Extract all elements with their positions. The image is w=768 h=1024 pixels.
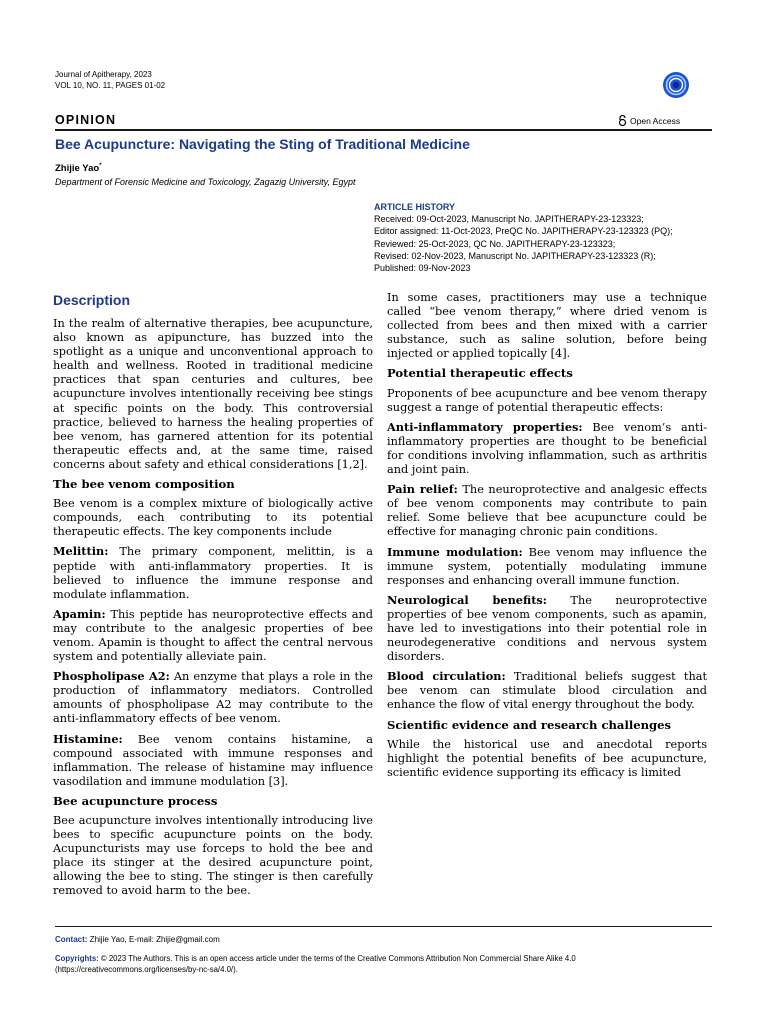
effects-heading: Potential therapeutic effects: [387, 366, 573, 381]
author-name: Zhijie Yao: [55, 163, 100, 175]
article-title: Bee Acupuncture: Navigating the Sting of Traditional Medicine: [55, 136, 470, 152]
footer-divider: [55, 926, 712, 927]
immune-text: Bee venom may influence the immune system, potentially modulating immune responses and enhancing overall immune function.: [387, 545, 707, 587]
anti-inflammatory-label: Anti-inflammatory properties:: [387, 419, 583, 434]
pain-relief-label: Pain relief:: [387, 482, 458, 497]
anti-inflammatory-paragraph: [387, 420, 707, 477]
right-column: [387, 291, 707, 785]
history-line: Reviewed: 25-Oct-2023, QC No. JAPITHERAPY-23-123323;: [374, 238, 616, 249]
neurological-text: The neuroprotective properties of bee venom components, such as apamin, have led to investigations into their potential role in neurodegenerative conditions and nervous system disorders.: [387, 593, 707, 664]
history-line: Published: 09-Nov-2023: [374, 263, 471, 274]
phospholipase-label: Phospholipase A2:: [53, 669, 170, 684]
contact-text: Zhijie Yao, E-mail: Zhijie@gmail.com: [87, 935, 220, 944]
venom-therapy-paragraph: In some cases, practitioners may use a technique called “bee venom therapy,” where dried venom is collected from bees and then mixed with a carrier substance, such as saline solution, before being injected or applied topically [4].: [387, 291, 707, 361]
left-column: [53, 291, 373, 904]
journal-volume: VOL 10, NO. 11, PAGES 01-02: [55, 81, 166, 90]
process-paragraph: Bee acupuncture involves intentionally introducing live bees to specific acupuncture points on the body. Acupuncturists may use forceps to hold the bee and place its stinger at the desired acupuncture point, allowing the bee to sting. The stinger is then carefully removed to avoid harm to the bee.: [53, 814, 373, 898]
open-access-text: Open Access: [630, 116, 681, 126]
apamin-paragraph: [53, 607, 373, 664]
immune-paragraph: [387, 545, 707, 588]
histamine-label: Histamine:: [53, 731, 123, 746]
anti-inflammatory-text: Bee venom’s anti-inflammatory properties are thought to be beneficial for conditions involving inflammation, such as arthritis and joint pain.: [387, 420, 708, 477]
evidence-paragraph: While the historical use and anecdotal reports highlight the potential benefits of bee acupuncture, scientific evidence supporting its efficacy is limited: [387, 737, 707, 779]
neurological-label: Neurological benefits:: [387, 592, 547, 607]
copyright-label: Copyrights:: [55, 954, 99, 963]
copyright-line: [55, 953, 705, 975]
blood-label: Blood circulation:: [387, 669, 506, 684]
neurological-paragraph: [387, 593, 707, 664]
contact-line: [55, 935, 220, 944]
history-line: Editor assigned: 11-Oct-2023, PreQC No. JAPITHERAPY-23-123323 (PQ);: [374, 226, 673, 237]
article-history: [374, 201, 714, 274]
apamin-text: This peptide has neuroprotective effects and may contribute to the analgesic properties of bee venom. Apamin is thought to affect the central nervous system and potentially alleviate pain.: [53, 607, 373, 664]
process-heading: Bee acupuncture process: [53, 793, 218, 808]
journal-info: [55, 69, 165, 91]
history-heading: ARTICLE HISTORY: [374, 202, 456, 212]
history-line: Revised: 02-Nov-2023, Manuscript No. JAPITHERAPY-23-123323 (R);: [374, 250, 656, 261]
header-divider: [55, 129, 712, 131]
author-marker: *: [99, 163, 102, 169]
description-heading: Description: [53, 292, 131, 308]
contact-label: Contact:: [55, 935, 88, 944]
composition-heading: The bee venom composition: [53, 477, 235, 492]
history-line: Received: 09-Oct-2023, Manuscript No. JAPITHERAPY-23-123323;: [374, 214, 644, 225]
blood-text: Traditional beliefs suggest that bee venom can stimulate blood circulation and enhance the flow of vital energy throughout the body.: [387, 670, 708, 712]
journal-logo-icon: [662, 71, 690, 99]
author-line: [55, 163, 102, 174]
journal-name: Journal of Apitherapy, 2023: [55, 70, 152, 79]
open-lock-icon: [618, 115, 627, 126]
apamin-label: Apamin:: [53, 606, 106, 621]
blood-paragraph: [387, 669, 707, 712]
immune-label: Immune modulation:: [387, 544, 523, 559]
composition-paragraph: Bee venom is a complex mixture of biologically active compounds, each contributing to its potential therapeutic effects. The key components include: [53, 497, 373, 539]
melittin-paragraph: [53, 544, 373, 601]
evidence-heading: Scientific evidence and research challenges: [387, 717, 672, 732]
copyright-text: © 2023 The Authors. This is an open access article under the terms of the Creative Commons Attribution Non Commercial Share Alike 4.0 (https://creativecommons.org/licenses/by-nc-sa/4.0/).: [55, 954, 576, 974]
open-access-badge: [618, 115, 680, 126]
melittin-text: The primary component, melittin, is a peptide with anti-inflammatory properties. It is believed to influence the immune response and modulate inflammation.: [53, 545, 373, 601]
phospholipase-text: An enzyme that plays a role in the production of inflammatory mediators. Controlled amounts of phospholipase A2 may contribute to the anti-inflammatory effects of bee venom.: [53, 670, 373, 726]
author-affiliation: Department of Forensic Medicine and Toxicology, Zagazig University, Egypt: [55, 177, 356, 187]
intro-paragraph: In the realm of alternative therapies, bee acupuncture, also known as apipuncture, has buzzed into the spotlight as a unique and unconventional approach to health and wellness. Rooted in traditional medicine practices that span centuries and cultures, bee acupuncture involves intentionally receiving bee stings at specific points on the body. This controversial practice, believed to harness the healing properties of bee venom, has garnered attention for its potential therapeutic effects and, at the same time, raised concerns about safety and ethical considerations [1,2].: [53, 317, 373, 471]
pain-relief-paragraph: [387, 482, 707, 539]
melittin-label: Melittin:: [53, 544, 109, 559]
histamine-paragraph: [53, 732, 373, 789]
section-label: OPINION: [55, 113, 117, 127]
effects-paragraph: Proponents of bee acupuncture and bee venom therapy suggest a range of potential therapeutic effects:: [387, 386, 707, 414]
histamine-text: Bee venom contains histamine, a compound associated with immune responses and inflammation. The release of histamine may influence vasodilation and immune modulation [3].: [53, 732, 373, 788]
pain-relief-text: The neuroprotective and analgesic effects of bee venom components may contribute to pain relief. Some believe that bee acupuncture could be effective for managing chronic pain conditions.: [387, 483, 707, 539]
phospholipase-paragraph: [53, 669, 373, 726]
